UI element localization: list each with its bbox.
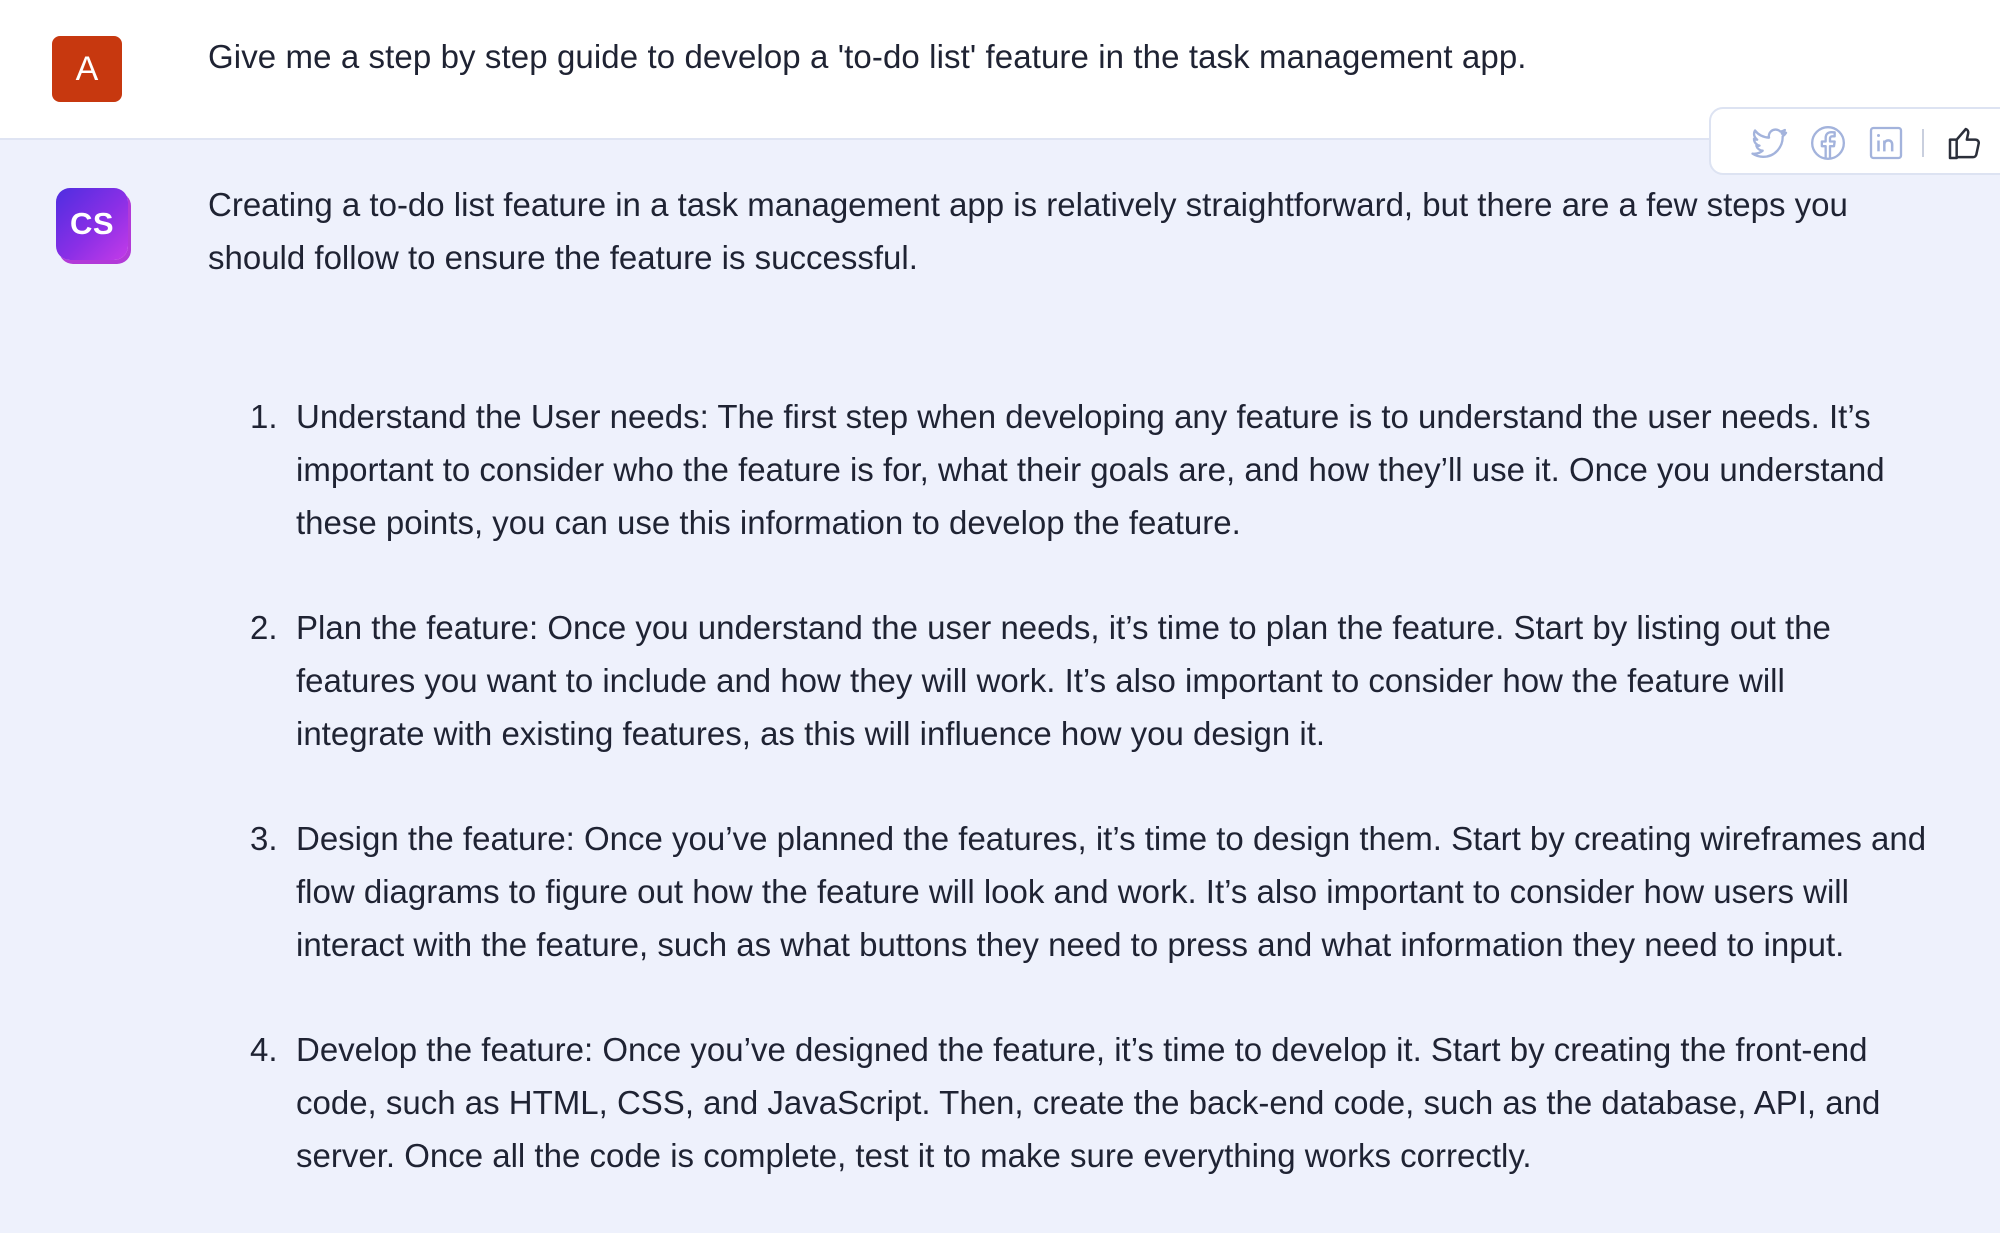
step-text: Design the feature: Once you’ve planned the features, it’s time to design them. Start by creating wireframes and flow diagrams to figure out how the feature will look and work. It’s also important to consider how users will interact with the feature, such as what buttons they need to press and what information they need to input. [296, 820, 1927, 963]
user-message-text: Give me a step by step guide to develop a 'to-do list' feature in the task management app. [208, 38, 1527, 75]
facebook-icon[interactable] [1808, 123, 1848, 163]
twitter-icon[interactable] [1749, 123, 1789, 163]
step-text: Understand the User needs: The first step when developing any feature is to understand the user needs. It’s important to consider who the feature is for, what their goals are, and how they’ll use it. Once you understand these points, you can use this information to develop the feature. [296, 398, 1885, 541]
user-message-row [0, 0, 2000, 140]
step-number: 4. [250, 1031, 278, 1068]
linkedin-icon[interactable] [1866, 123, 1906, 163]
step-number: 2. [250, 609, 278, 646]
assistant-avatar: CS [56, 188, 128, 260]
step-number: 1. [250, 398, 278, 435]
step-text: Plan the feature: Once you understand the user needs, it’s time to plan the feature. Start by listing out the features you want to include and how they will work. It’s also important to consider how the feature will integrate with existing features, as this will influence how you design it. [296, 609, 1831, 752]
user-avatar: A [52, 36, 122, 102]
share-toolbar [1709, 107, 2000, 175]
thumbs-up-icon[interactable] [1945, 123, 1985, 163]
list-item [250, 1023, 2000, 1182]
steps-list [250, 390, 2000, 1233]
assistant-intro-text: Creating a to-do list feature in a task management app is relatively straightforward, but there are a few steps you should follow to ensure the feature is successful. [208, 186, 1848, 276]
toolbar-divider [1922, 129, 1924, 157]
step-number: 3. [250, 820, 278, 857]
list-item [250, 390, 2000, 549]
list-item [250, 812, 2000, 971]
list-item [250, 601, 2000, 760]
step-text: Develop the feature: Once you’ve designed the feature, it’s time to develop it. Start by creating the front-end code, such as HTML, CSS, and JavaScript. Then, create the back-end code, such as the database, API, and server. Once all the code is complete, test it to make sure everything works correctly. [296, 1031, 1881, 1174]
